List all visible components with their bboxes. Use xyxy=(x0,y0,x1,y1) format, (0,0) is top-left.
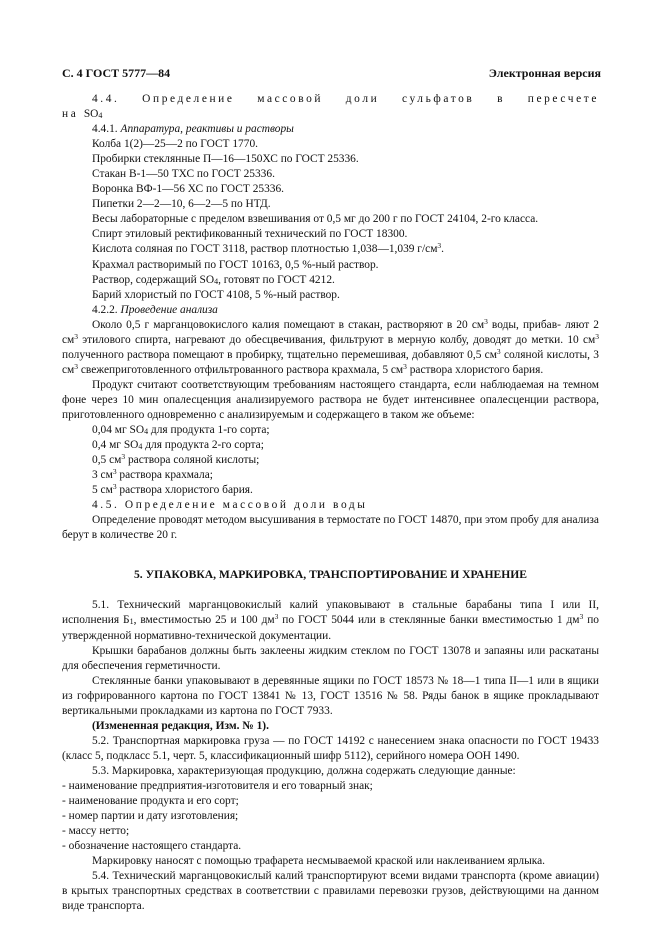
page-header xyxy=(62,66,601,82)
equipment-item: Стакан В-1—50 ТХС по ГОСТ 25336. xyxy=(92,168,275,181)
analysis-procedure: Около 0,5 г марганцовокислого калия помещают в стакан, растворяют в 20 $см^3$ воды, прибав- ляют 2 $см^3$ этилового спирта, нагревают до обесцвечивания, фильтруют в мерную колбу, доводят до метки. 10 $см^3$ полученного раствора помещают в пробирку, тщательно перемешивая, добавляют 0,5 $см^3$ соляной кислоты, 3 $см^3$ свежеприготовленного отфильтрованного раствора крахмала, 5 $см^3$ раствора хлористого бария. xyxy=(62,316,599,376)
criterion-item: 3 $см^3$ раствора крахмала; xyxy=(92,467,213,482)
criterion-item: 0,5 $см^3$ раствора соляной кислоты; xyxy=(92,452,260,467)
section-5-heading: 5. УПАКОВКА, МАРКИРОВКА, ТРАНСПОРТИРОВАНИЕ И ХРАНЕНИЕ xyxy=(133,568,528,582)
paragraph-5-1: 5.1. Технический марганцовокислый калий упаковывают в стальные барабаны типа I или II, исполнения $Б_1$, вместимостью 25 и 100 $дм^3$ по ГОСТ 5044 или в стеклянные банки вместимостью 1 $дм^3$ по утвержденной нормативно-технической документации. xyxy=(62,599,599,642)
reagent-barium: Барий хлористый по ГОСТ 4108, 5 %-ный раствор. xyxy=(92,288,340,301)
equipment-item: Колба 1(2)—25—2 по ГОСТ 1770. xyxy=(92,138,258,151)
subsection-4-2-2: 4.2.2. Проведение анализа xyxy=(92,303,218,316)
equipment-item: Весы лабораторные с пределом взвешивания от 0,5 мг до 200 г по ГОСТ 24104, 2-го класса. xyxy=(92,213,539,226)
equipment-item: Пробирки стеклянные П—16—150ХС по ГОСТ 25336. xyxy=(92,153,359,166)
section-4-4-title: 4.4. Определение массовой доли сульфатов в пересчете xyxy=(92,93,599,105)
marking-item: - обозначение настоящего стандарта. xyxy=(62,840,242,853)
equipment-item: Пипетки 2—2—10, 6—2—5 по НТД. xyxy=(92,198,271,211)
equipment-item: Воронка ВФ-1—56 ХС по ГОСТ 25336. xyxy=(92,183,285,196)
section-4-4-title-cont: на $SO_4$ xyxy=(62,108,105,121)
acceptance-criterion: Продукт считают соответствующим требованиям настоящего стандарта, если наблюдаемая на темном фоне через 10 мин опалесценция анализируемого раствора не будет интенсивнее опалесценции раствора, приготовленного одновременно с анализируемым и содержащего в таком же объеме: xyxy=(62,378,599,421)
marking-item: - массу нетто; xyxy=(62,825,130,838)
paragraph-5-3: 5.3. Маркировка, характеризующая продукцию, должна содержать следующие данные: xyxy=(92,764,516,777)
amendment-note: (Измененная редакция, Изм. № 1). xyxy=(92,719,269,732)
criterion-item: 0,04 мг $SO_4$ для продукта 1-го сорта; xyxy=(92,424,270,437)
marking-item: - наименование предприятия-изготовителя и его товарный знак; xyxy=(62,779,373,792)
section-4-5-text: Определение проводят методом высушивания в термостате по ГОСТ 14870, при этом пробу для анализа берут в количестве 20 г. xyxy=(62,514,599,542)
paragraph-lids: Крышки барабанов должны быть заклеены жидким стеклом по ГОСТ 13078 и запаяны или раскатаны для обеспечения герметичности. xyxy=(62,644,599,672)
paragraph-stencil: Маркировку наносят с помощью трафарета несмываемой краской или наклеиванием ярлыка. xyxy=(92,855,546,868)
paragraph-5-2: 5.2. Транспортная маркировка груза — по ГОСТ 14192 с нанесением знака опасности по ГОСТ 19433 (класс 5, подкласс 5.1, черт. 5, классификационный шифр 5112), серийного номера ООН 1490. xyxy=(62,734,599,762)
reagent-acid: Кислота соляная по ГОСТ 3118, раствор плотностью 1,038—1,039 $г/см^3$. xyxy=(92,241,445,256)
paragraph-5-4: 5.4. Технический марганцовокислый калий транспортируют всеми видами транспорта (кроме авиации) в крытых транспортных средствах в соответствии с правилами перевозки грузов, действующими на данном виде транспорта. xyxy=(62,870,599,913)
paragraph-glass-jars: Стеклянные банки упаковывают в деревянные ящики по ГОСТ 18573 № 18—1 типа II—1 или в ящики из гофрированного картона по ГОСТ 13841 № 13, ГОСТ 13516 № 58. Ряды банок в ящике прокладывают вертикальными прокладками из картона по ГОСТ 7933. xyxy=(62,674,599,717)
subsection-4-4-1: 4.4.1. Аппаратура, реактивы и растворы xyxy=(92,123,294,136)
equipment-item: Спирт этиловый ректификованный технический по ГОСТ 18300. xyxy=(92,228,408,241)
page-number-doc-id: С. 4 ГОСТ 5777—84 xyxy=(62,66,171,80)
criterion-item: 5 $см^3$ раствора хлористого бария. xyxy=(92,482,253,497)
criterion-item: 0,4 мг $SO_4$ для продукта 2-го сорта; xyxy=(92,439,264,452)
marking-item: - номер партии и дату изготовления; xyxy=(62,810,239,823)
section-4-5-title: 4.5. Определение массовой доли воды xyxy=(92,499,368,512)
electronic-version-label: Электронная версия xyxy=(488,66,601,80)
document-body xyxy=(62,92,599,914)
reagent-sulfate-solution: Раствор, содержащий $SO_4$, готовят по ГОСТ 4212. xyxy=(92,273,335,286)
reagent-starch: Крахмал растворимый по ГОСТ 10163, 0,5 %-ный раствор. xyxy=(92,258,379,271)
marking-item: - наименование продукта и его сорт; xyxy=(62,795,239,808)
